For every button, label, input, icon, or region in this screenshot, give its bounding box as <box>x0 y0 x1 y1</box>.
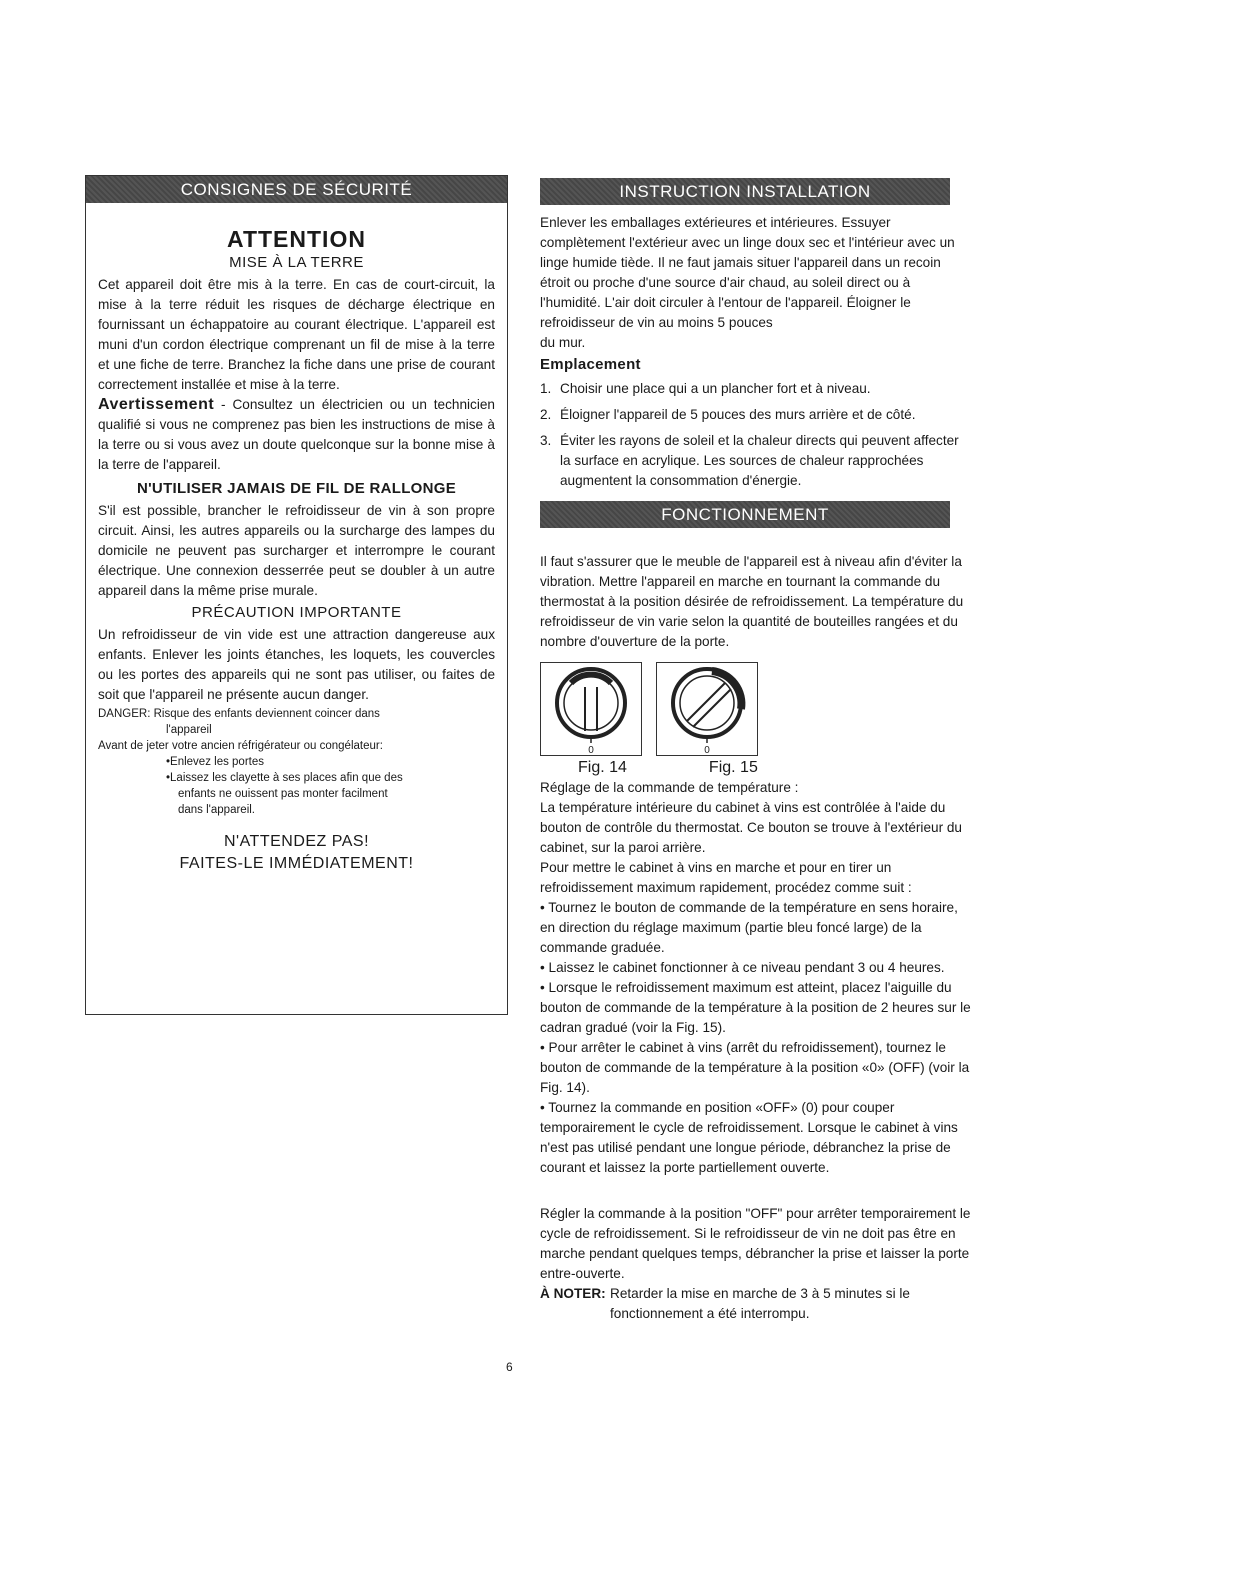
precaution-text: Un refroidisseur de vin vide est une attraction dangereuse aux enfants. Enlever les joints étanches, les loquets, les couvercles ou les portes des appareils qui ne sont pas utiliser, ou faites de soit que l'appareil ne présente aucun danger. <box>98 627 495 702</box>
list-text: Éviter les rayons de soleil et la chaleur directs qui peuvent affecter la surface en acrylique. Les sources de chaleur rapprochées augmentent la consommation d'énergie. <box>560 433 959 488</box>
bullet-item: • Tournez le bouton de commande de la température en sens horaire, en direction du réglage maximum (partie bleu foncé large) de la commande graduée. <box>540 900 958 955</box>
danger-line-2: l'appareil <box>166 724 212 736</box>
fig15-box <box>656 662 758 756</box>
fig15-label: Fig. 15 <box>708 759 758 776</box>
start-text: Pour mettre le cabinet à vins en marche et pour en tirer un refroidissement maximum rapidement, procédez comme suit : <box>540 860 912 895</box>
bullet-item: • Lorsque le refroidissement maximum est atteint, placez l'aiguille du bouton de commande de la température à la position de 2 heures sur le cadran gradué (voir la Fig. 15). <box>540 980 971 1035</box>
extension-heading: N'UTILISER JAMAIS DE FIL DE RALLONGE <box>136 480 457 497</box>
final-line-2: FAITES-LE IMMÉDIATEMENT! <box>179 855 414 872</box>
list-text: Choisir une place qui a un plancher fort et à niveau. <box>560 381 871 396</box>
list-num: 2. <box>540 407 552 422</box>
final-line-1: N'ATTENDEZ PAS! <box>223 833 370 850</box>
bullet-shelves: •Laissez les clayette à ses places afin que des <box>166 772 403 784</box>
bullet-item: • Pour arrêter le cabinet à vins (arrêt du refroidissement), tournez le bouton de commande de la température à la position «0» (OFF) (voir la Fig. 14). <box>540 1040 970 1095</box>
precaution-heading: PRÉCAUTION IMPORTANTE <box>191 604 402 621</box>
bullet-item: • Tournez la commande en position «OFF» (0) pour couper temporairement le cycle de refroidissement. Lorsque le cabinet à vins n'est pas utilisé pendant une longue période, débranchez la prise de courant et laissez la porte partiellement ouverte. <box>540 1100 958 1175</box>
fig14-label: Fig. 14 <box>578 759 627 776</box>
list-item <box>540 379 972 399</box>
dial-two-oclock-icon <box>657 663 757 755</box>
bullet-item: • Laissez le cabinet fonctionner à ce niveau pendant 3 ou 4 heures. <box>540 960 945 975</box>
list-num: 3. <box>540 433 552 448</box>
list-text: Éloigner l'appareil de 5 pouces des murs arrière et de côté. <box>560 407 916 422</box>
right-column <box>540 178 972 1324</box>
figures <box>540 662 972 756</box>
bullet-shelves-2: enfants ne ouissent pas monter facilment <box>178 788 388 800</box>
page-number: 6 <box>506 1360 513 1374</box>
note-label: À NOTER: <box>540 1286 606 1301</box>
attention-heading: ATTENTION <box>227 226 366 252</box>
warning-text: - Consultez un électricien ou un technicien qualifié si vous ne comprenez pas bien les instructions de mise à la terre ou si vous avez un doute quelconque sur la bonne mise à la terre de l'appareil. <box>98 397 495 472</box>
extension-text: S'il est possible, brancher le refroidisseur de vin à son propre circuit. Ainsi, les autres appareils ou la surcharge des lampes du domicile ne peuvent pas surcharger et interrompre le courant électrique. Une connexion desserrée peut se doubler à un autre appareil dans la même prise murale. <box>98 503 495 598</box>
note <box>540 1284 972 1324</box>
function-text: Il faut s'assurer que le meuble de l'appareil est à niveau afin d'éviter la vibration. Mettre l'appareil en marche en tournant la commande du thermostat à la position désirée de refroidissement. La température du refroidisseur de vin varie selon la quantité de bouteilles rangées et du nombre d'ouverture de la porte. <box>540 554 964 649</box>
figure-labels <box>540 758 972 778</box>
bullet-shelves-3: dans l'appareil. <box>178 804 255 816</box>
install-text-2: du mur. <box>540 335 586 350</box>
dial-zero-label: 0 <box>588 745 594 755</box>
fig14-box <box>540 662 642 756</box>
danger-line: DANGER: Risque des enfants deviennent coincer dans <box>98 708 380 720</box>
list-item <box>540 431 972 491</box>
ground-text: Cet appareil doit être mis à la terre. En cas de court-circuit, la mise à la terre réduit les risques de décharge électrique en fournissant un échappatoire au courant électrique. L'appareil est muni d'un cordon électrique comprenant un fil de mise à la terre et une fiche de terre. Branchez la fiche dans une prise de courant correctement installée et mise à la terre. <box>98 277 495 392</box>
regulation-text: La température intérieure du cabinet à vins est contrôlée à l'aide du bouton de contrôle du thermostat. Ce bouton se trouve à l'extérieur du cabinet, sur la paroi arrière. <box>540 800 962 855</box>
safety-content <box>86 203 507 875</box>
safety-banner: CONSIGNES DE SÉCURITÉ <box>86 176 507 203</box>
bullet-remove-doors: •Enlevez les portes <box>166 756 264 768</box>
regulation-title: Réglage de la commande de température : <box>540 780 799 795</box>
before-line: Avant de jeter votre ancien réfrigérateur ou congélateur: <box>98 740 383 752</box>
install-banner: INSTRUCTION INSTALLATION <box>540 178 950 205</box>
dial-off-icon <box>541 663 641 755</box>
list-item <box>540 405 972 425</box>
safety-box <box>85 175 508 1015</box>
dial-zero-label: 0 <box>704 745 710 755</box>
note-text: Retarder la mise en marche de 3 à 5 minutes si le fonctionnement a été interrompu. <box>610 1286 910 1321</box>
off-text: Régler la commande à la position "OFF" pour arrêter temporairement le cycle de refroidissement. Si le refroidisseur de vin ne doit pas être en marche pendant quelques temps, débrancher la prise et laisser la porte entre-ouverte. <box>540 1206 971 1281</box>
install-text: Enlever les emballages extérieures et intérieures. Essuyer complètement l'extérieur avec un linge doux sec et l'intérieur avec un linge humide tiède. Il ne faut jamais situer l'appareil dans un recoin étroit ou proche d'une source d'air chaud, au soleil direct ou à l'humidité. L'air doit circuler à l'entour de l'appareil. Éloigner le refroidisseur de vin au moins 5 pouces <box>540 215 955 330</box>
list-num: 1. <box>540 381 552 396</box>
emplacement-heading: Emplacement <box>540 356 641 373</box>
final-warning <box>98 831 495 875</box>
ground-heading: MISE À LA TERRE <box>229 254 364 271</box>
warning-title: Avertissement <box>98 396 215 413</box>
warning-paragraph <box>98 395 495 475</box>
function-banner: FONCTIONNEMENT <box>540 501 950 528</box>
